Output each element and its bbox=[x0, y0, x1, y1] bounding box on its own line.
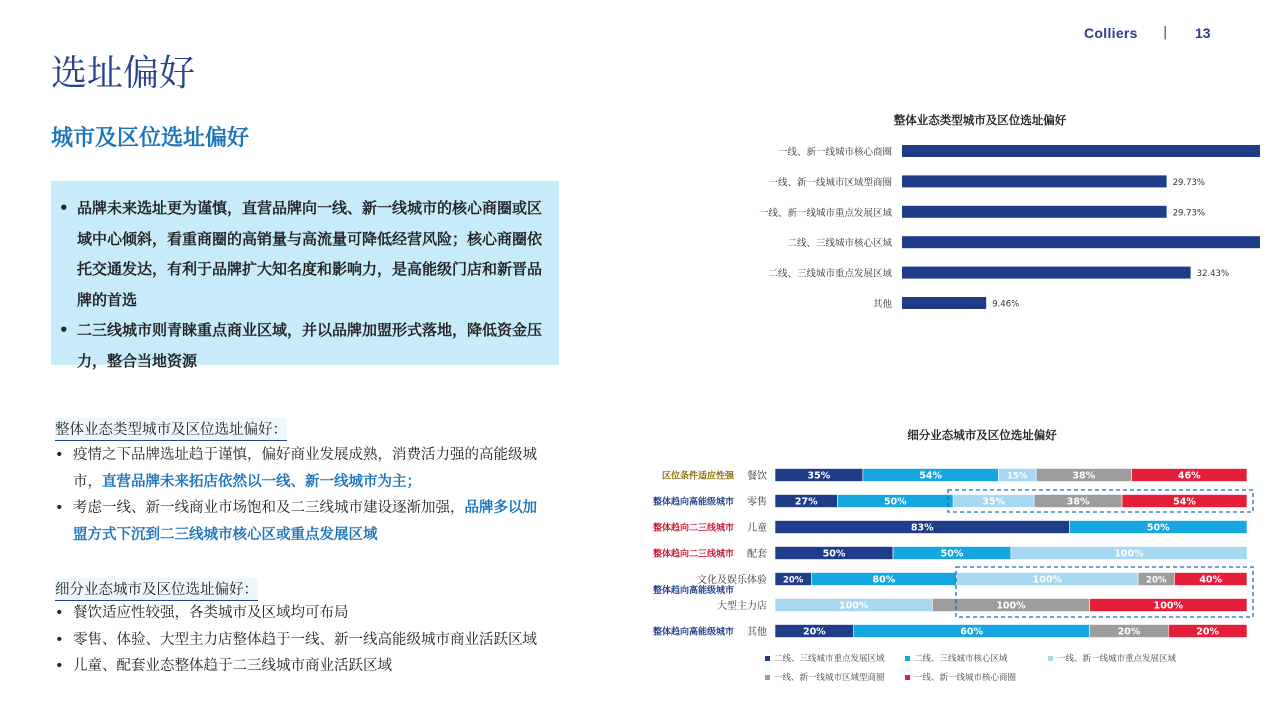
category-label: 其他 bbox=[872, 299, 892, 310]
section1-heading: 整体业态类型城市及区位选址偏好： bbox=[55, 418, 287, 441]
data-label: 46% bbox=[1177, 470, 1201, 482]
list-item bbox=[55, 495, 550, 548]
data-label: 20% bbox=[1117, 626, 1141, 638]
category-label: 配套 bbox=[747, 549, 767, 560]
section1-list bbox=[55, 442, 550, 548]
summary-box bbox=[51, 181, 559, 370]
data-label: 54% bbox=[919, 470, 943, 482]
section2-heading: 细分业态城市及区位选址偏好： bbox=[55, 578, 258, 601]
data-label: 80% bbox=[872, 574, 896, 586]
category-label: 大型主力店 bbox=[717, 601, 767, 612]
section2-list bbox=[55, 600, 550, 680]
category-label: 一线、新一线城市重点发展区域 bbox=[758, 207, 892, 219]
page-number: 13 bbox=[1195, 25, 1211, 41]
list-item bbox=[55, 442, 550, 495]
row-tag: 整体趋向高能级城市 bbox=[652, 497, 734, 508]
chart-title: 整体业态类型城市及区位选址偏好 bbox=[893, 113, 1067, 127]
data-label: 50% bbox=[1146, 522, 1170, 534]
data-label: 32.43% bbox=[1196, 269, 1230, 280]
bullet-emphasis: 直营品牌未来拓店依然以一线、新一线城市为主； bbox=[102, 473, 421, 490]
row-tag: 整体趋向二三线城市 bbox=[652, 549, 734, 560]
list-item: • 零售、体验、大型主力店整体趋于一线、新一线高能级城市商业活跃区域 bbox=[55, 627, 550, 654]
legend-label: 二线、三线城市核心区域 bbox=[914, 654, 1008, 664]
data-label: 35% bbox=[807, 470, 831, 482]
data-label: 29.73% bbox=[1172, 208, 1206, 219]
row-tag: 整体趋向高能级城市 bbox=[652, 586, 734, 596]
legend-label: 一线、新一线城市区域型商圈 bbox=[774, 673, 885, 683]
data-label: 83% bbox=[910, 522, 934, 534]
section-subtitle: 城市及区位选址偏好 bbox=[51, 126, 250, 151]
data-label: 54% bbox=[1173, 496, 1196, 508]
category-label: 餐饮 bbox=[747, 471, 767, 482]
bullet-text: 考虑一线、新一线商业市场饱和及二三线城市建设逐渐加强， bbox=[73, 500, 465, 516]
legend-swatch bbox=[1048, 656, 1053, 661]
data-label: 100% bbox=[838, 600, 869, 612]
row-tag: 整体趋向高能级城市 bbox=[652, 627, 734, 638]
data-label: 9.46% bbox=[992, 299, 1020, 310]
category-label: 零售 bbox=[747, 497, 767, 508]
data-label: 100% bbox=[1114, 548, 1144, 560]
summary-bullet: • 二三线城市则青睐重点商业区域，并以品牌加盟形式落地，降低资金压力，整合当地资源 bbox=[59, 315, 549, 376]
category-label: 二线、三线城市核心区域 bbox=[787, 238, 892, 250]
bullet-text: 疫情之下品牌选址趋于谨慎，偏好商业发展成熟，消费活力强的高能级城市， bbox=[73, 447, 537, 490]
legend-label: 一线、新一线城市重点发展区域 bbox=[1057, 654, 1177, 664]
summary-bullet: • 品牌未来选址更为谨慎，直营品牌向一线、新一线城市的核心商圈或区域中心倾斜，看重商圈的高销量与高流量可降低经营风险；核心商圈依托交通发达，有利于品牌扩大知名度和影响力，是高能级门店和新晋品牌的首选 bbox=[59, 193, 549, 315]
legend-swatch bbox=[905, 656, 910, 661]
data-label: 20% bbox=[1146, 575, 1167, 586]
data-label: 38% bbox=[1066, 496, 1090, 508]
data-label: 50% bbox=[940, 548, 964, 560]
overall-location-bar-chart bbox=[700, 105, 1260, 330]
data-label: 100% bbox=[996, 600, 1026, 612]
data-label: 60% bbox=[960, 626, 984, 638]
data-label: 50% bbox=[822, 548, 846, 560]
category-label: 一线、新一线城市区域型商圈 bbox=[768, 177, 892, 189]
bar bbox=[902, 206, 1167, 218]
legend-swatch bbox=[765, 656, 770, 661]
row-tag: 整体趋向二三线城市 bbox=[652, 523, 734, 534]
legend-swatch bbox=[905, 675, 910, 680]
bullet-emphasis: 品牌多以加盟方式下沉到二三线城市核心区或重点发展区域 bbox=[73, 500, 537, 543]
data-label: 100% bbox=[1153, 600, 1184, 612]
data-label: 20% bbox=[1196, 626, 1220, 638]
legend-label: 二线、三线城市重点发展区域 bbox=[774, 654, 885, 664]
data-label: 35% bbox=[982, 496, 1006, 508]
list-item: • 儿童、配套业态整体趋于二三线城市商业活跃区域 bbox=[55, 653, 550, 680]
data-label: 29.73% bbox=[1172, 177, 1206, 188]
brand-logo: Colliers bbox=[1084, 25, 1138, 41]
category-label: 文化及娱乐体验 bbox=[697, 575, 767, 586]
list-item: • 餐饮适应性较强，各类城市及区域均可布局 bbox=[55, 600, 550, 627]
row-tag: 区位条件适应性强 bbox=[661, 471, 734, 482]
data-label: 15% bbox=[1007, 471, 1028, 482]
data-label: 20% bbox=[802, 626, 826, 638]
category-label: 儿童 bbox=[747, 523, 767, 534]
bar bbox=[902, 175, 1167, 187]
data-label: 40% bbox=[1199, 574, 1223, 586]
header-separator: | bbox=[1163, 25, 1168, 40]
bar bbox=[902, 145, 1260, 157]
legend-label: 一线、新一线城市核心商圈 bbox=[914, 673, 1017, 683]
category-label: 二线、三线城市重点发展区域 bbox=[768, 268, 892, 280]
data-label: 100% bbox=[1032, 574, 1062, 586]
data-label: 27% bbox=[794, 496, 818, 508]
data-label: 50% bbox=[883, 496, 907, 508]
bar bbox=[902, 236, 1260, 248]
chart-title: 细分业态城市及区位选址偏好 bbox=[907, 428, 1057, 442]
category-label: 一线、新一线城市核心商圈 bbox=[777, 147, 892, 158]
segment-location-stacked-chart bbox=[630, 420, 1270, 695]
data-label: 38% bbox=[1072, 470, 1096, 482]
legend-swatch bbox=[765, 675, 770, 680]
page-title: 选址偏好 bbox=[51, 53, 196, 94]
data-label: 20% bbox=[782, 575, 804, 586]
bar bbox=[902, 267, 1191, 279]
bar bbox=[902, 297, 986, 309]
category-label: 其他 bbox=[747, 627, 767, 638]
